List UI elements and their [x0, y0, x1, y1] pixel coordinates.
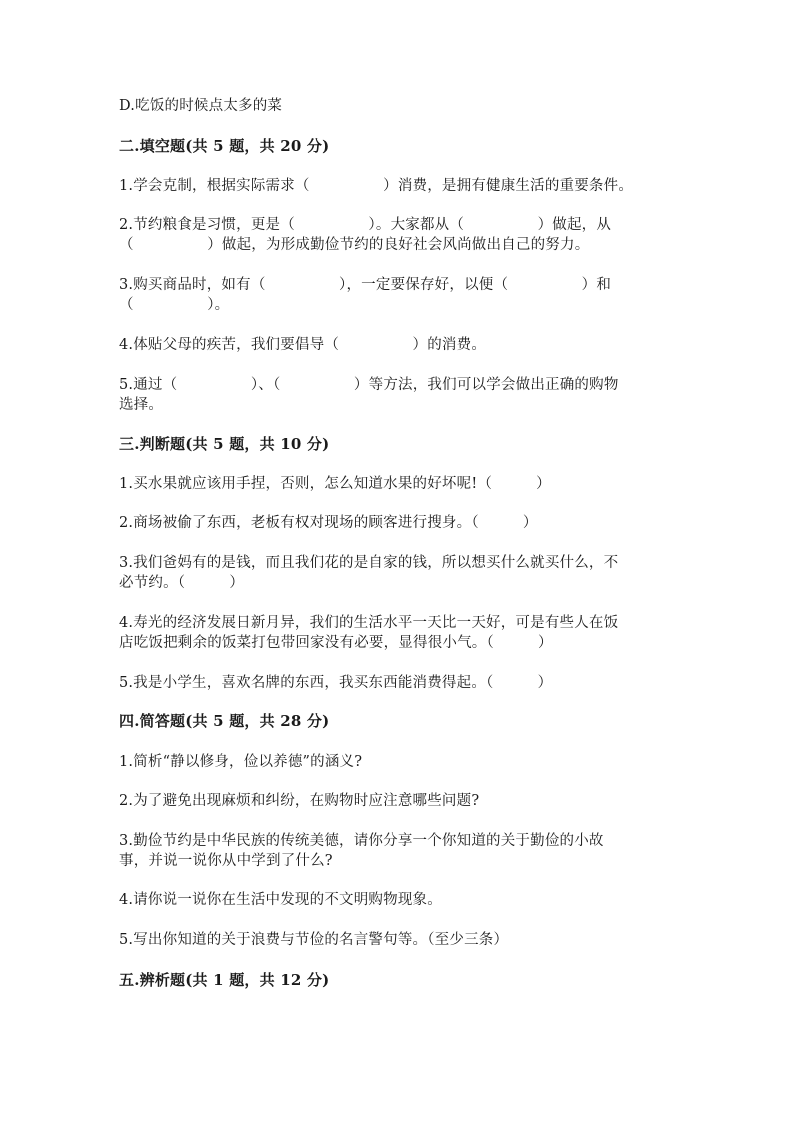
fill-question-1: 1.学会克制，根据实际需求（ ）消费，是拥有健康生活的重要条件。	[119, 178, 634, 194]
short-answer-question-3-line-2: 事，并说一说你从中学到了什么?	[119, 853, 333, 869]
short-answer-question-3-line-1: 3.勤俭节约是中华民族的传统美德，请你分享一个你知道的关于勤俭的小故	[119, 833, 604, 849]
fill-question-3-line-2: （ ）。	[119, 297, 230, 313]
short-answer-question-5: 5.写出你知道的关于浪费与节俭的名言警句等。（至少三条）	[119, 932, 509, 948]
short-answer-question-1: 1.简析“静以修身，俭以养德”的涵义?	[119, 754, 363, 770]
fill-question-2-line-1: 2.节约粮食是习惯，更是（ ）。大家都从（ ）做起，从	[119, 217, 612, 233]
short-answer-question-2: 2.为了避免出现麻烦和纠纷，在购物时应注意哪些问题?	[119, 793, 480, 809]
section-5-heading: 五.辨析题(共 1 题，共 12 分)	[119, 971, 330, 989]
section-4-heading: 四.简答题(共 5 题，共 28 分)	[119, 712, 330, 730]
fill-question-5-line-2: 选择。	[119, 397, 164, 413]
judge-question-5: 5.我是小学生，喜欢名牌的东西，我买东西能消费得起。（ ）	[119, 675, 553, 691]
judge-question-3-line-2: 必节约。（ ）	[119, 575, 245, 591]
fill-question-4: 4.体贴父母的疾苦，我们要倡导（ ）的消费。	[119, 337, 487, 353]
section-3-heading: 三.判断题(共 5 题，共 10 分)	[119, 435, 330, 453]
judge-question-1: 1.买水果就应该用手捏，否则，怎么知道水果的好坏呢!（ ）	[119, 476, 551, 492]
short-answer-question-4: 4.请你说一说你在生活中发现的不文明购物现象。	[119, 892, 442, 908]
section-2-heading: 二.填空题(共 5 题，共 20 分)	[119, 137, 330, 155]
judge-question-2: 2.商场被偷了东西，老板有权对现场的顾客进行搜身。（ ）	[119, 515, 538, 531]
judge-question-3-line-1: 3.我们爸妈有的是钱，而且我们花的是自家的钱，所以想买什么就买什么，不	[119, 555, 619, 571]
option-d: D.吃饭的时候点太多的菜	[119, 98, 283, 114]
judge-question-4-line-1: 4.寿光的经济发展日新月异，我们的生活水平一天比一天好，可是有些人在饭	[119, 615, 619, 631]
fill-question-5-line-1: 5.通过（ ）、（ ）等方法，我们可以学会做出正确的购物	[119, 377, 619, 393]
fill-question-3-line-1: 3.购买商品时，如有（ ），一定要保存好，以便（ ）和	[119, 277, 612, 293]
fill-question-2-line-2: （ ）做起，为形成勤俭节约的良好社会风尚做出自己的努力。	[119, 237, 590, 253]
judge-question-4-line-2: 店吃饭把剩余的饭菜打包带回家没有必要，显得很小气。（ ）	[119, 635, 553, 651]
